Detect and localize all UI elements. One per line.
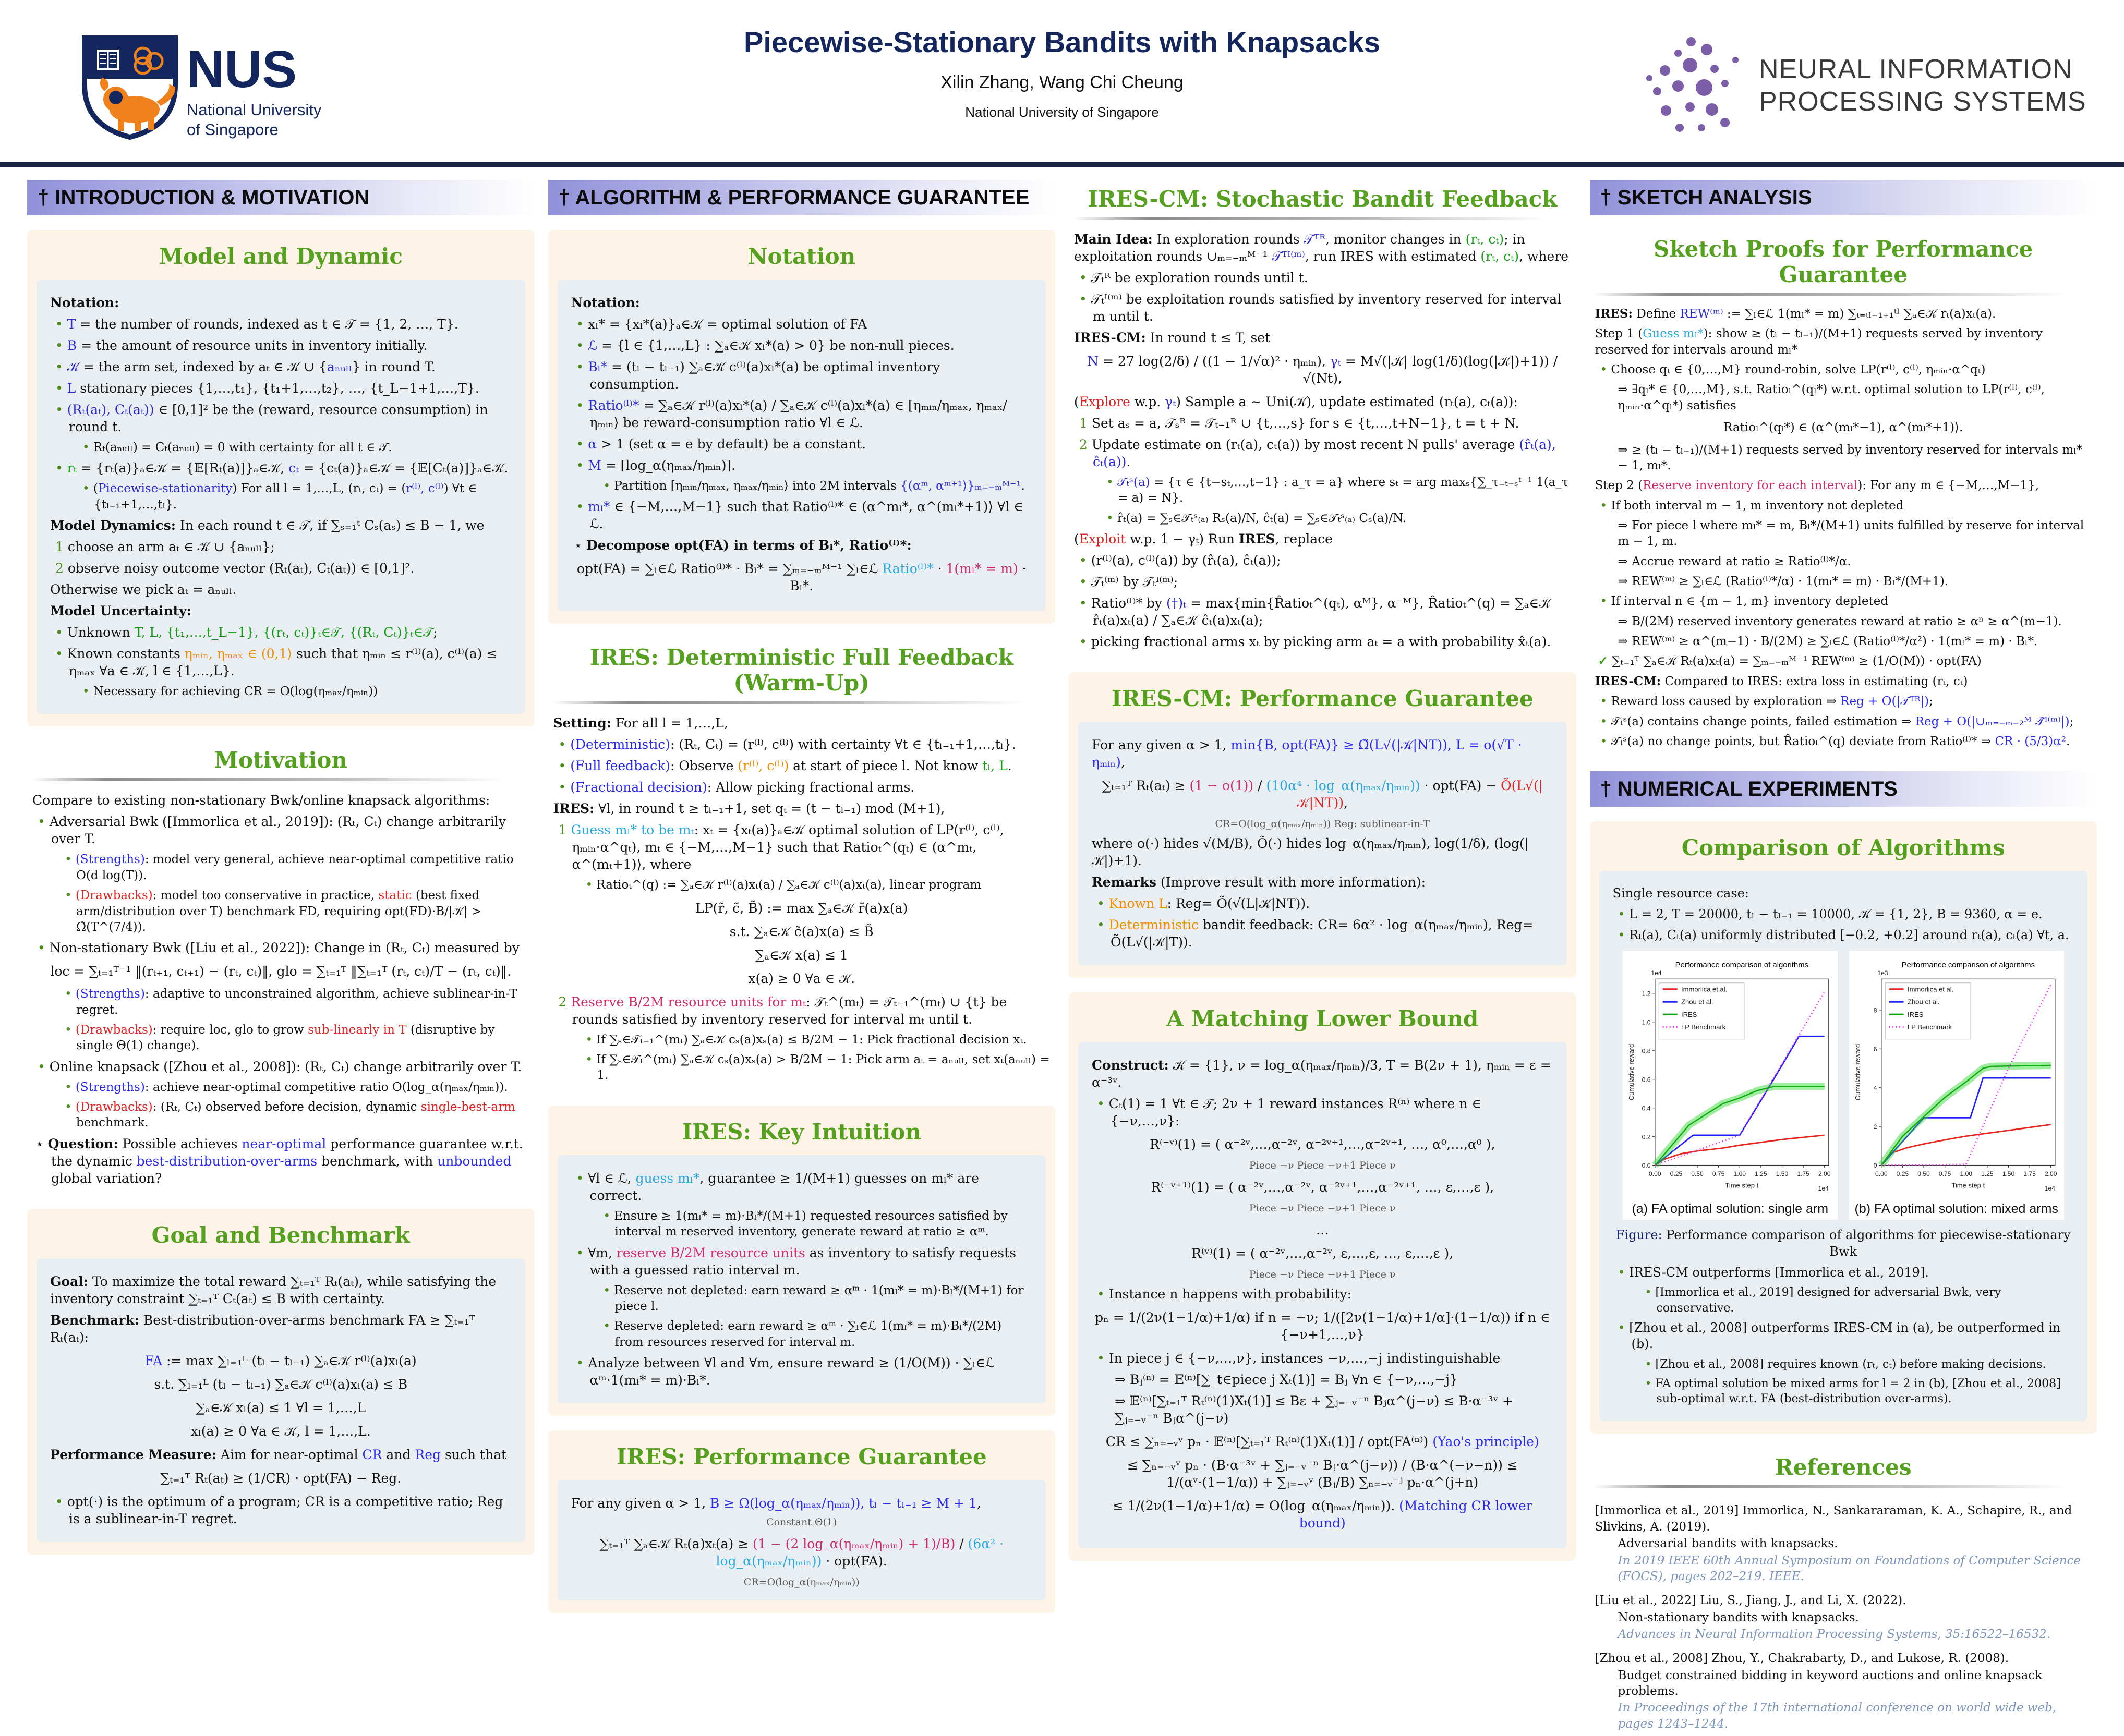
text-line: • Non-stationary Bwk ([Liu et al., 2022]): Change in (Rₜ, Cₜ) measured by bbox=[38, 940, 520, 956]
svg-text:0.25: 0.25 bbox=[1670, 1170, 1682, 1178]
text-line: • 𝒯ₜᴵ⁽ᵐ⁾ be exploitation rounds satisfied by inventory reserved for interval m until t. bbox=[1079, 292, 1562, 324]
text-line: R⁽ᵛ⁾(1) = ( α⁻²ᵛ,…,α⁻²ᵛ, ε,…,ε, …, ε,…,ε ), bbox=[1191, 1246, 1454, 1261]
svg-text:IRES: IRES bbox=[1681, 1011, 1697, 1019]
svg-text:Time step t: Time step t bbox=[1725, 1181, 1759, 1189]
svg-text:1.00: 1.00 bbox=[1733, 1170, 1746, 1178]
text-line: In Proceedings of the 17th international conference on world wide web, pages 1243–1244. bbox=[1618, 1701, 2057, 1731]
lower-bound-content bbox=[1078, 1042, 1567, 1548]
svg-text:0.00: 0.00 bbox=[1648, 1170, 1661, 1178]
banner-introduction bbox=[27, 180, 535, 215]
text-line: • Necessary for achieving CR = O(log(ηₘₐₓ/ηₘᵢₙ)) bbox=[82, 685, 378, 699]
svg-text:IRES: IRES bbox=[1907, 1011, 1924, 1019]
banner-label: † SKETCH ANALYSIS bbox=[1600, 186, 1812, 209]
text-line: • Instance n happens with probability: bbox=[1097, 1286, 1352, 1302]
text-line: • (Drawbacks): model too conservative in practice, static (best fixed arm/distribution over T) benchmark FD, requiring opt(FD)·B/|𝒦| > Ω̃(T^(7/4)). bbox=[65, 889, 482, 934]
neurips-dots-icon bbox=[1628, 21, 2086, 151]
svg-text:2.00: 2.00 bbox=[2044, 1170, 2057, 1178]
text-line: ⇒ For piece l where mₗ* = m, Bₗ*/(M+1) units fulfilled by reserve for interval m − 1, m. bbox=[1618, 518, 2084, 549]
comparison-findings bbox=[1613, 1265, 2074, 1407]
svg-text:Cumulative reward: Cumulative reward bbox=[1627, 1043, 1635, 1101]
text-line: Performance Measure: Aim for near-optimal CR and Reg such that bbox=[50, 1447, 507, 1462]
text-line: (Exploit w.p. 1 − γₜ) Run IRES, replace bbox=[1074, 531, 1333, 547]
text-line: • Ensure ≥ 1(mₗ* = m)·Bₗ*/(M+1) requested resources satisfied by interval m reserved inventory, generate reward at ratio ≥ αᵐ. bbox=[603, 1209, 1008, 1239]
text-line: • L stationary pieces {1,…,t₁}, {t₁+1,…,t₂}, …, {t_L−1+1,…,T}. bbox=[55, 381, 479, 396]
text-line: ⇒ Bⱼ⁽ⁿ⁾ = 𝔼⁽ⁿ⁾[∑_t∈piece j Xₜ(1)] = Bⱼ ∀n ∈ {−ν,…,−j} bbox=[1115, 1372, 1458, 1388]
svg-text:Zhou et al.: Zhou et al. bbox=[1907, 998, 1940, 1006]
text-line: • Unknown T, L, {t₁,…,t_L−1}, {(rₜ, cₜ)}ₜ∈𝒯, {(Rₜ, Cₜ)}ₜ∈𝒯; bbox=[55, 625, 438, 640]
text-line: • Known L: Reg= Õ(√(L|𝒦|NT)). bbox=[1097, 896, 1310, 912]
text-line: • B = the amount of resource units in inventory initially. bbox=[55, 338, 428, 353]
chart-mixed-arms bbox=[1852, 954, 2061, 1196]
svg-text:1.25: 1.25 bbox=[1754, 1170, 1767, 1178]
text-line: x(a) ≥ 0 ∀a ∈ 𝒦. bbox=[748, 970, 855, 986]
text-line: • Ratioₜ^(q) := ∑ₐ∈𝒦 r⁽ˡ⁾(a)xₜ(a) / ∑ₐ∈𝒦 c⁽ˡ⁾(a)xₜ(a), linear program bbox=[585, 878, 982, 892]
text-line: Construct: 𝒦 = {1}, ν = log_α(ηₘₐₓ/ηₘᵢₙ)/3, T = B(2ν + 1), ηₘᵢₙ = ε = α⁻³ᵛ. bbox=[1092, 1058, 1551, 1090]
svg-text:0.2: 0.2 bbox=[1642, 1133, 1651, 1141]
text-line: LP(r̃, c̃, B̃) := max ∑ₐ∈𝒦 r̃(a)x(a) bbox=[695, 900, 908, 916]
neurips-line1: NEURAL INFORMATION bbox=[1759, 54, 2073, 84]
text-line: opt(FA) = ∑ₗ∈ℒ Ratio⁽ˡ⁾* · Bₗ* = ∑ₘ₌₋ₘᴹ⁻¹ ∑ₗ∈ℒ Ratio⁽ˡ⁾* · 1(mₗ* = m) · Bₗ*. bbox=[576, 561, 1027, 594]
text-line: • α > 1 (set α = e by default) be a constant. bbox=[576, 436, 866, 452]
text-line: For any given α > 1, B ≥ Ω(log_α(ηₘₐₓ/ηₘᵢₙ)), tₗ − tₗ₋₁ ≥ M + 1, bbox=[571, 1495, 981, 1511]
text-line: ∑ₜ₌₁ᵀ Rₜ(aₜ) ≥ (1 − o(1)) / (10α⁴ · log_α(ηₘₐₓ/ηₘᵢₙ)) · opt(FA) − Õ(L√(|𝒦|NT)), bbox=[1102, 778, 1543, 811]
text-line: • (r⁽ˡ⁾(a), c⁽ˡ⁾(a)) by (r̂ₜ(a), ĉₜ(a)); bbox=[1079, 553, 1281, 568]
text-line: Benchmark: Best-distribution-over-arms benchmark FA ≥ ∑ₜ₌₁ᵀ Rₜ(aₜ): bbox=[50, 1312, 475, 1345]
text-line: IRES-CM: Compared to IRES: extra loss in estimating (rₜ, cₜ) bbox=[1595, 674, 1968, 688]
nus-line2: of Singapore bbox=[187, 120, 279, 139]
text-line: Notation: bbox=[571, 295, 640, 310]
svg-text:Cumulative reward: Cumulative reward bbox=[1853, 1043, 1862, 1101]
nus-line1: National University bbox=[187, 101, 322, 119]
ires-intuition-content bbox=[558, 1155, 1046, 1403]
text-line: • (Strengths): achieve near-optimal competitive ratio O(log_α(ηₘₐₓ/ηₘᵢₙ)). bbox=[65, 1080, 508, 1094]
text-line: • L = 2, T = 20000, tₗ − tₗ₋₁ = 10000, 𝒦 = {1, 2}, B = 9360, α = e. bbox=[1618, 906, 2043, 921]
text-line: • 𝒯ₜˢ(a) contains change points, failed estimation ⇒ Reg + O(|∪ₘ₌₋ₘ₋₂ᴹ 𝒯̂ᴵ⁽ᵐ⁾|); bbox=[1600, 714, 2074, 729]
ires-cm-content bbox=[1073, 223, 1572, 658]
text-line: ✓ ∑ₜ₌₁ᵀ ∑ₐ∈𝒦 Rₜ(a)xₜ(a) = ∑ₘ₌₋ₘᴹ⁻¹ REW⁽ᵐ⁾ ≥ (1/O(M)) · opt(FA) bbox=[1598, 654, 1982, 669]
ires-cm-section bbox=[1069, 180, 1576, 658]
svg-text:0.25: 0.25 bbox=[1896, 1170, 1909, 1178]
caption-a: (a) FA optimal solution: single arm bbox=[1632, 1201, 1829, 1217]
text-line: ≤ 1/(2ν(1−1/α)+1/α) = O(log_α(ηₘₐₓ/ηₘᵢₙ)). (Matching CR lower bound) bbox=[1112, 1498, 1532, 1531]
figure-caption bbox=[1613, 1227, 2074, 1260]
text-line: • [Immorlica et al., 2019] designed for adversarial Bwk, very conservative. bbox=[1645, 1286, 2001, 1315]
text-line: Piece −ν Piece −ν+1 Piece ν bbox=[1249, 1269, 1396, 1281]
text-line: Setting: For all l = 1,…,L, bbox=[553, 715, 728, 731]
text-line: • r̂ₜ(a) = ∑ₛ∈𝒯ₜˢ₍ₐ₎ Rₛ(a)/N, ĉₜ(a) = ∑ₛ∈𝒯ₜˢ₍ₐ₎ Cₛ(a)/N. bbox=[1106, 511, 1407, 525]
text-line: N = 27 log(2/δ) / ((1 − 1/√α)² · ηₘᵢₙ), γₜ = M√(|𝒦| log(1/δ)(log(|𝒦|)+1)) / √(Nt), bbox=[1087, 354, 1558, 386]
text-line: • Reserve not depleted: earn reward ≥ αᵐ · 1(mₗ* = m)·Bₗ*/(M+1) for piece l. bbox=[603, 1283, 1024, 1313]
text-line: • mₗ* ∈ {−M,…,M−1} such that Ratio⁽ˡ⁾* ∈ (α^mₗ*, α^(mₗ*+1)⟩ ∀l ∈ ℒ. bbox=[576, 499, 1023, 532]
model-title: Model and Dynamic bbox=[159, 244, 403, 269]
svg-text:1.0: 1.0 bbox=[1642, 1018, 1651, 1026]
text-line: ⇒ REW⁽ᵐ⁾ ≥ ∑ₗ∈ℒ (Ratio⁽ˡ⁾*/α) · 1(mₗ* = m) · Bₗ*/(M+1). bbox=[1618, 575, 1949, 589]
notation-box bbox=[548, 230, 1056, 624]
text-line: Goal: To maximize the total reward ∑ₜ₌₁ᵀ Rₜ(aₜ), while satisfying the inventory constraint ∑ₜ₌₁ᵀ Cₜ(aₜ) ≤ B with certainty. bbox=[50, 1273, 497, 1306]
text-line: For any given α > 1, min{B, opt(FA)} ≥ Ω̃(L√(|𝒦|NT)), L = o(√T · ηₘᵢₙ), bbox=[1092, 737, 1522, 770]
text-line: IRES: Define REW⁽ᵐ⁾ := ∑ₗ∈ℒ 1(mₗ* = m) ∑ₜ₌ₜₗ₋₁₊₁ᵗˡ ∑ₐ∈𝒦 rₜ(a)xₜ(a). bbox=[1595, 307, 1996, 321]
svg-text:1e4: 1e4 bbox=[1651, 969, 1662, 977]
svg-text:Zhou et al.: Zhou et al. bbox=[1681, 998, 1713, 1006]
svg-text:Performance comparison of algo: Performance comparison of algorithms bbox=[1901, 961, 2035, 970]
text-line: 1 Guess mₗ* to be mₜ: xₜ = {xₜ(a)}ₐ∈𝒦 optimal solution of LP(r⁽ˡ⁾, c⁽ˡ⁾, ηₘᵢₙ·α^qₜ), mₜ ∈ {−M,…,M−1} such that Ratioₜ^(qₜ) ∈ (α^mₜ, α^(mₜ+1)⟩, where bbox=[558, 822, 1004, 872]
ires-intuition-title: IRES: Key Intuition bbox=[682, 1119, 921, 1145]
ires-cm-title: IRES-CM: Stochastic Bandit Feedback bbox=[1073, 186, 1572, 220]
references-title: References bbox=[1594, 1454, 2093, 1488]
sketch-proofs-section bbox=[1590, 230, 2097, 757]
svg-text:0.00: 0.00 bbox=[1875, 1170, 1888, 1178]
lower-bound-title: A Matching Lower Bound bbox=[1166, 1006, 1479, 1032]
svg-text:0.75: 0.75 bbox=[1938, 1170, 1951, 1178]
text-line: loc = ∑ₜ₌₁ᵀ⁻¹ ‖(rₜ₊₁, cₜ₊₁) − (rₜ, cₜ)‖, glo = ∑ₜ₌₁ᵀ ‖∑ₜ₌₁ᵀ (rₜ, cₜ)/T − (rₜ, cₜ)‖. bbox=[50, 964, 512, 979]
text-line: ≤ ∑ₙ₌₋ᵥᵛ pₙ · (B·α⁻³ᵛ + ∑ⱼ₌₋ᵥ⁻ⁿ Bⱼ·α^(j−ν)) / (B·α^(−ν−n)) ≤ 1/(αᵛ·(1−1/α)) + ∑ⱼ₌₋ᵥᵛ (Bⱼ/B) ∑ₙ₌₋ᵥ⁻ʲ pₙ·α^(j+n) bbox=[1127, 1458, 1518, 1490]
svg-text:0.0: 0.0 bbox=[1642, 1162, 1651, 1170]
banner-algorithm bbox=[548, 180, 1056, 215]
comparison-content bbox=[1599, 871, 2088, 1421]
text-line: • 𝒦 = the arm set, indexed by aₜ ∈ 𝒦 ∪ {aₙᵤₗₗ} in round T. bbox=[55, 359, 436, 374]
svg-text:1e4: 1e4 bbox=[1818, 1185, 1829, 1193]
text-line: 2 Update estimate on (rₜ(a), cₜ(a)) by most recent N pulls' average (r̂ₜ(a), ĉₜ(a)). bbox=[1079, 437, 1556, 469]
svg-text:Time step t: Time step t bbox=[1951, 1181, 1985, 1189]
text-line: • If ∑ₛ∈𝒯ₜ₋₁^(mₜ) ∑ₐ∈𝒦 cₛ(a)xₛ(a) ≤ B/2M − 1: Pick fractional decision xₜ. bbox=[585, 1033, 1027, 1047]
affiliation: National University of Singapore bbox=[965, 104, 1159, 120]
text-line: Model Uncertainty: bbox=[50, 603, 191, 619]
text-line: • (Strengths): adaptive to unconstrained algorithm, achieve sublinear-in-T regret. bbox=[65, 987, 517, 1017]
text-line: FA := max ∑ₗ₌₁ᴸ (tₗ − tₗ₋₁) ∑ₐ∈𝒦 r⁽ˡ⁾(a)xₗ(a) bbox=[144, 1353, 417, 1368]
text-line: IRES-CM: In round t ≤ T, set bbox=[1074, 330, 1271, 345]
ires-warmup-title: IRES: Deterministic Full Feedback (Warm-Up) bbox=[552, 645, 1052, 704]
text-line: • (Drawbacks): (Rₜ, Cₜ) observed before decision, dynamic single-best-arm benchmark. bbox=[65, 1100, 515, 1130]
svg-text:8: 8 bbox=[1873, 1006, 1877, 1014]
text-line: Step 2 (Reserve inventory for each interval): For any m ∈ {−M,…,M−1}, bbox=[1595, 479, 2039, 493]
text-line: • ℒ = {l ∈ {1,…,L} : ∑ₐ∈𝒦 xₗ*(a) > 0} be non-null pieces. bbox=[576, 338, 955, 353]
banner-numerical-experiments bbox=[1590, 771, 2097, 807]
text-line: where o(·) hides √(M/B), Õ(·) hides log_α(ηₘₐₓ/ηₘᵢₙ), log(1/δ), (log(|𝒦|)+1). bbox=[1092, 836, 1529, 869]
banner-label: † NUMERICAL EXPERIMENTS bbox=[1600, 777, 1898, 800]
text-line: ∑ₜ₌₁ᵀ Rₜ(aₜ) ≥ (1/CR) · opt(FA) − Reg. bbox=[160, 1470, 402, 1486]
text-line: Piece −ν Piece −ν+1 Piece ν bbox=[1249, 1203, 1396, 1215]
text-line: • Reserve depleted: earn reward ≥ αᵐ · ∑ₗ∈ℒ 1(mₗ* = m)·Bₗ*/(2M) from resources reserved for interval m. bbox=[603, 1319, 1002, 1349]
svg-text:LP Benchmark: LP Benchmark bbox=[1681, 1023, 1725, 1031]
text-line: Figure: Performance comparison of algorithms for piecewise-stationary Bwk bbox=[1615, 1228, 2071, 1259]
svg-text:LP Benchmark: LP Benchmark bbox=[1907, 1023, 1952, 1031]
text-line: Compare to existing non-stationary Bwk/online knapsack algorithms: bbox=[32, 793, 490, 808]
svg-text:6: 6 bbox=[1873, 1046, 1877, 1053]
text-line: • [Zhou et al., 2008] outperforms IRES-CM in (a), be outperformed in (b). bbox=[1618, 1320, 2061, 1352]
text-line: [Zhou et al., 2008] Zhou, Y., Chakrabarty, D., and Lukose, R. (2008). bbox=[1595, 1652, 2009, 1666]
neurips-line2: PROCESSING SYSTEMS bbox=[1759, 87, 2086, 117]
svg-text:0.50: 0.50 bbox=[1691, 1170, 1704, 1178]
svg-text:1.00: 1.00 bbox=[1960, 1170, 1972, 1178]
svg-text:2.00: 2.00 bbox=[1818, 1170, 1831, 1178]
text-line: CR=O(log_α(ηₘₐₓ/ηₘᵢₙ)) Reg: sublinear-in-T bbox=[1215, 818, 1430, 830]
text-line: R⁽⁻ᵛ⁺¹⁾(1) = ( α⁻²ᵛ,…,α⁻²ᵛ, α⁻²ᵛ⁺¹,…,α⁻²ᵛ⁺¹, …, ε,…,ε ), bbox=[1151, 1180, 1494, 1195]
notation-title: Notation bbox=[747, 244, 856, 269]
authors: Xilin Zhang, Wang Chi Cheung bbox=[940, 72, 1184, 92]
text-line: • M = ⌈log_α(ηₘₐₓ/ηₘᵢₙ)⌉. bbox=[576, 458, 736, 473]
text-line: • If ∑ₛ∈𝒯ₜ^(mₜ) ∑ₐ∈𝒦 cₛ(a)xₛ(a) > B/2M − 1: Pick arm aₜ = aₙᵤₗₗ, set xₜ(aₙᵤₗₗ) = 1. bbox=[585, 1053, 1050, 1083]
text-line: • ∀m, reserve B/2M resource units as inventory to satisfy requests with a guessed ratio interval m. bbox=[576, 1245, 1017, 1278]
text-line: • (Rₜ(aₜ), Cₜ(aₜ)) ∈ [0,1]² be the (reward, resource consumption) in round t. bbox=[55, 402, 488, 434]
ires-cm-performance-box bbox=[1069, 672, 1576, 978]
banner-sketch-analysis bbox=[1590, 180, 2097, 215]
neurips-logo bbox=[1628, 21, 2086, 153]
model-and-dynamic-box bbox=[27, 230, 535, 726]
sketch-proofs-title: Sketch Proofs for Performance Guarantee bbox=[1594, 236, 2093, 296]
text-line: ⇒ ∃qₗ* ∈ {0,…,M}, s.t. Ratioₗ^(qₗ*) w.r.t. optimal solution to LP(r⁽ˡ⁾, c⁽ˡ⁾, ηₘᵢₙ·α^qₗ*) satisfies bbox=[1618, 383, 2045, 412]
ires-warmup-section bbox=[548, 638, 1056, 1090]
text-line: ⋆ Question: Possible achieves near-optimal performance guarantee w.r.t. the dynamic best-distribution-over-arms benchmark, with unbounded global variation? bbox=[35, 1136, 523, 1186]
text-line: Advances in Neural Information Processing Systems, 35:16522–16532. bbox=[1618, 1627, 2051, 1641]
text-line: • Deterministic bandit feedback: CR= 6α² · log_α(ηₘₐₓ/ηₘᵢₙ), Reg= Õ(L√(|𝒦|T)). bbox=[1097, 917, 1534, 950]
svg-text:0: 0 bbox=[1873, 1162, 1877, 1170]
text-line: Step 1 (Guess mₗ*): show ≥ (tₗ − tₗ₋₁)/(M+1) requests served by inventory reserved for intervals around mₗ* bbox=[1595, 327, 2043, 357]
text-line: • Ratio⁽ˡ⁾* by (†)ₜ = max{min{R̂atioₜ^(qₜ), αᴹ}, α⁻ᴹ}, R̂atioₜ^(q) = ∑ₐ∈𝒦 r̂ₜ(a)xₜ(a) / ∑ₐ∈𝒦 ĉₜ(a)xₜ(a); bbox=[1079, 596, 1551, 628]
text-line: [Immorlica et al., 2019] Immorlica, N., Sankararaman, K. A., Schapire, R., and Slivkins, A. (2019). bbox=[1595, 1504, 2072, 1534]
text-line: … bbox=[1316, 1222, 1329, 1238]
references-section bbox=[1590, 1448, 2097, 1736]
text-line: xₗ(a) ≥ 0 ∀a ∈ 𝒦, l = 1,…,L. bbox=[190, 1423, 371, 1439]
text-line: Model Dynamics: In each round t ∈ 𝒯, if ∑ₛ₌₁ᵗ Cₛ(aₛ) ≤ B − 1, we bbox=[50, 518, 485, 533]
text-line: • Analyze between ∀l and ∀m, ensure reward ≥ (1/O(M)) · ∑ₗ∈ℒ αᵐ·1(mₗ* = m)·Bₗ*. bbox=[576, 1355, 995, 1388]
nus-shield-icon bbox=[73, 29, 344, 149]
svg-text:1.2: 1.2 bbox=[1642, 990, 1651, 998]
text-line: • ∀l ∈ ℒ, guess mₗ*, guarantee ≥ 1/(M+1) guesses on mₗ* are correct. bbox=[576, 1170, 980, 1203]
text-line: R⁽⁻ᵛ⁾(1) = ( α⁻²ᵛ,…,α⁻²ᵛ, α⁻²ᵛ⁺¹,…,α⁻²ᵛ⁺¹, …, α⁰,…,α⁰ ), bbox=[1150, 1137, 1495, 1152]
text-line: • Partition [ηₘᵢₙ/ηₘₐₓ, ηₘₐₓ/ηₘᵢₙ⟩ into 2M intervals {(αᵐ, αᵐ⁺¹⟩}ₘ₌₋ₘᴹ⁻¹. bbox=[603, 479, 1025, 493]
text-line: Piece −ν Piece −ν+1 Piece ν bbox=[1249, 1160, 1396, 1172]
text-line: • Rₜ(aₙᵤₗₗ) = Cₜ(aₙᵤₗₗ) = 0 with certainty for all t ∈ 𝒯. bbox=[82, 441, 392, 454]
ires-warmup-content bbox=[552, 707, 1052, 1090]
text-line: • Rₜ(a), Cₜ(a) uniformly distributed [−0.2, +0.2] around rₜ(a), cₜ(a) ∀t, a. bbox=[1618, 927, 2069, 942]
text-line: • Online knapsack ([Zhou et al., 2008]): (Rₜ, Cₜ) change arbitrarily over T. bbox=[38, 1059, 522, 1074]
svg-text:1.75: 1.75 bbox=[1797, 1170, 1809, 1178]
text-line: pₙ = 1/(2ν(1−1/α)+1/α) if n = −ν; 1/([2ν(1−1/α)+1/α]·(1−1/α)) if n ∈ {−ν+1,…,ν} bbox=[1095, 1310, 1550, 1343]
chart-single-arm bbox=[1626, 954, 1835, 1196]
text-line: CR=O(log_α(ηₘₐₓ/ηₘᵢₙ)) bbox=[743, 1576, 860, 1588]
ires-performance-title: IRES: Performance Guarantee bbox=[616, 1443, 987, 1470]
text-line: • 𝒯ₜˢ(a) = {τ ∈ {t−sₜ,…,t−1} : a_τ = a} where sₜ = arg maxₛ{∑_τ₌ₜ₋ₛᵗ⁻¹ 1(a_τ = a) = N}. bbox=[1106, 476, 1568, 505]
text-line: • opt(·) is the optimum of a program; CR is a competitive ratio; Reg is a sublinear-in-T regret. bbox=[55, 1494, 503, 1526]
text-line: • (Piecewise-stationarity) For all l = 1,…,L, (rₜ, cₜ) = (r⁽ˡ⁾, c⁽ˡ⁾) ∀t ∈ {tₗ₋₁+1,…,tₗ}. bbox=[82, 482, 477, 512]
svg-text:0.8: 0.8 bbox=[1642, 1047, 1651, 1055]
text-line: • Cₜ(1) = 1 ∀t ∈ 𝒯; 2ν + 1 reward instances R⁽ⁿ⁾ where n ∈ {−ν,…,ν}: bbox=[1097, 1096, 1481, 1129]
text-line: (Explore w.p. γₜ) Sample a ∼ Uni(𝒦), update estimated (rₜ(a), cₜ(a)): bbox=[1074, 394, 1518, 409]
svg-text:1.50: 1.50 bbox=[1776, 1170, 1788, 1178]
text-line: • xₗ* = {xₗ*(a)}ₐ∈𝒦 = optimal solution of FA bbox=[576, 317, 867, 332]
comparison-title: Comparison of Algorithms bbox=[1681, 835, 2005, 861]
text-line: ⇒ Accrue reward at ratio ≥ Ratio⁽ˡ⁾*/α. bbox=[1618, 554, 1851, 568]
comparison-box bbox=[1590, 821, 2097, 1434]
text-line: s.t. ∑ₐ∈𝒦 c̃(a)x(a) ≤ B̃ bbox=[729, 924, 874, 939]
notation-content bbox=[558, 280, 1046, 611]
text-line: • 𝒯ₜˢ(a) no change points, but R̂atioₜ^(q) deviate from Ratio⁽ˡ⁾* ⇒ CR · (5/3)α². bbox=[1600, 734, 2070, 748]
figure-a bbox=[1623, 951, 1838, 1220]
text-line: • IRES-CM outperforms [Immorlica et al., 2019]. bbox=[1618, 1265, 1929, 1280]
text-line: 1 choose an arm aₜ ∈ 𝒦 ∪ {aₙᵤₗₗ}; bbox=[55, 539, 275, 555]
text-line: ∑ₐ∈𝒦 x(a) ≤ 1 bbox=[755, 947, 848, 963]
text-line: 2 Reserve B/2M resource units for mₜ: 𝒯ₜ^(mₜ) = 𝒯ₜ₋₁^(mₜ) ∪ {t} be rounds satisfied by inventory reserved for interval mₜ until t. bbox=[558, 994, 1007, 1027]
text-line: 1 Set aₛ = a, 𝒯ₛᴿ = 𝒯ₜ₋₁ᴿ ∪ {t,…,s} for s ∈ {t,…,t+N−1}, t = t + N. bbox=[1079, 416, 1519, 431]
banner-label: † ALGORITHM & PERFORMANCE GUARANTEE bbox=[558, 186, 1030, 209]
text-line: Ratioₗ^(qₗ*) ∈ (α^(mₗ*−1), α^(mₗ*+1)⟩. bbox=[1723, 421, 1963, 435]
text-line: s.t. ∑ₗ₌₁ᴸ (tₗ − tₗ₋₁) ∑ₐ∈𝒦 c⁽ˡ⁾(a)xₗ(a) ≤ B bbox=[154, 1376, 408, 1392]
text-line: ⇒ ≥ (tₗ − tₗ₋₁)/(M+1) requests served by inventory reserved for intervals mₗ* − 1, mₗ*. bbox=[1618, 443, 2083, 472]
lower-bound-box bbox=[1069, 992, 1576, 1561]
text-line: Adversarial bandits with knapsacks. bbox=[1618, 1537, 1838, 1551]
comparison-setup bbox=[1613, 885, 2074, 943]
text-line: • rₜ = {rₜ(a)}ₐ∈𝒦 = {𝔼[Rₜ(a)]}ₐ∈𝒦, cₜ = {cₜ(a)}ₐ∈𝒦 = {𝔼[Cₜ(a)]}ₐ∈𝒦. bbox=[55, 460, 509, 476]
text-line: • (Full feedback): Observe (r⁽ˡ⁾, c⁽ˡ⁾) at start of piece l. Not know tₗ, L. bbox=[558, 758, 1012, 774]
ires-key-intuition-box bbox=[548, 1106, 1056, 1416]
nus-abbr: NUS bbox=[187, 40, 297, 99]
svg-text:Immorlica et al.: Immorlica et al. bbox=[1681, 985, 1728, 993]
caption-b: (b) FA optimal solution: mixed arms bbox=[1854, 1201, 2058, 1217]
text-line: In 2019 IEEE 60th Annual Symposium on Foundations of Computer Science (FOCS), pages 202–219. IEEE. bbox=[1618, 1553, 2081, 1583]
svg-text:1.75: 1.75 bbox=[2023, 1170, 2036, 1178]
poster-header bbox=[0, 0, 2124, 162]
banner-label: † INTRODUCTION & MOTIVATION bbox=[38, 186, 370, 209]
motivation-section bbox=[27, 741, 535, 1194]
model-content bbox=[37, 280, 525, 714]
poster-columns bbox=[27, 180, 2097, 1731]
column-algorithm bbox=[548, 180, 1056, 1588]
text-line: 2 observe noisy outcome vector (Rₜ(aₜ), Cₜ(aₜ)) ∈ [0,1]². bbox=[55, 561, 415, 576]
motivation-content bbox=[31, 784, 530, 1194]
svg-text:1e4: 1e4 bbox=[2044, 1185, 2055, 1193]
svg-text:0.50: 0.50 bbox=[1917, 1170, 1930, 1178]
text-line: ⇒ REW⁽ᵐ⁾ ≥ α^(m−1) · B/(2M) ≥ ∑ₗ∈ℒ (Ratio⁽ˡ⁾*/α²) · 1(mₗ* = m) · Bₗ*. bbox=[1618, 635, 2038, 649]
text-line: Single resource case: bbox=[1612, 886, 1749, 901]
charts-row bbox=[1613, 951, 2074, 1220]
svg-text:0.75: 0.75 bbox=[1712, 1170, 1725, 1178]
figure-b bbox=[1849, 951, 2064, 1220]
text-line: ⇒ 𝔼⁽ⁿ⁾[∑ₜ₌₁ᵀ Rₜ⁽ⁿ⁾(1)Xₜ(1)] ≤ Bε + ∑ⱼ₌₋ᵥ⁻ⁿ Bⱼα^(j−ν) ≤ B·α⁻³ᵛ + ∑ⱼ₌₋ᵥ⁻ⁿ Bⱼα^(j−ν) bbox=[1115, 1393, 1513, 1426]
text-line: Main Idea: In exploration rounds 𝒯ᵀᴿ, monitor changes in (rₜ, cₜ); in exploitation rounds ∪ₘ₌₋ₘᴹ⁻¹ 𝒯ᵀᴵ⁽ᵐ⁾, run IRES with estimated (rₜ, cₜ), where bbox=[1074, 232, 1568, 264]
text-line: Constant Θ(1) bbox=[766, 1516, 837, 1528]
text-line: • picking fractional arms xₜ by picking arm aₜ = a with probability x̂ₜ(a). bbox=[1079, 634, 1551, 650]
ires-performance-content bbox=[558, 1480, 1046, 1600]
svg-text:0.6: 0.6 bbox=[1642, 1076, 1651, 1084]
text-line: IRES: ∀l, in round t ≥ tₗ₋₁+1, set qₜ = (t − tₗ₋₁) mod (M+1), bbox=[553, 801, 945, 817]
svg-text:1e3: 1e3 bbox=[1877, 969, 1888, 977]
motivation-title: Motivation bbox=[31, 747, 530, 781]
column-introduction bbox=[27, 180, 535, 1526]
text-line: • In piece j ∈ {−ν,…,ν}, instances −ν,…,−j indistinguishable bbox=[1097, 1351, 1501, 1366]
text-line: • 𝒯ₜ⁽ᵐ⁾ by 𝒯ₜᴵ⁽ᵐ⁾; bbox=[1079, 574, 1178, 590]
text-line: • If interval n ∈ {m − 1, m} inventory depleted bbox=[1600, 594, 1889, 609]
column-analysis-experiments bbox=[1590, 180, 2097, 1731]
header-divider bbox=[0, 162, 2124, 167]
svg-text:1.50: 1.50 bbox=[2002, 1170, 2014, 1178]
text-line: Non-stationary bandits with knapsacks. bbox=[1618, 1610, 1859, 1624]
text-line: ∑ₐ∈𝒦 xₗ(a) ≤ 1 ∀l = 1,…,L bbox=[196, 1400, 366, 1415]
nus-logo bbox=[73, 29, 344, 151]
text-line: Budget constrained bidding in keyword auctions and online knapsack problems. bbox=[1618, 1668, 2043, 1698]
text-line: • 𝒯ₜᴿ be exploration rounds until t. bbox=[1079, 270, 1308, 285]
text-line: ⋆ Decompose opt(FA) in terms of Bₗ*, Ratio⁽ˡ⁾*: bbox=[574, 538, 912, 553]
svg-text:2: 2 bbox=[1873, 1123, 1877, 1131]
references-content bbox=[1594, 1491, 2093, 1736]
text-line: • Ratio⁽ˡ⁾* = ∑ₐ∈𝒦 r⁽ˡ⁾(a)xₗ*(a) / ∑ₐ∈𝒦 c⁽ˡ⁾(a)xₗ*(a) ∈ [ηₘᵢₙ/ηₘₐₓ, ηₘₐₓ/ηₘᵢₙ⟩ be reward-consumption ratio ∀l ∈ ℒ. bbox=[576, 398, 1007, 430]
goal-title: Goal and Benchmark bbox=[151, 1222, 410, 1248]
text-line: • Known constants ηₘᵢₙ, ηₘₐₓ ∈ (0,1⟩ such that ηₘᵢₙ ≤ r⁽ˡ⁾(a), c⁽ˡ⁾(a) ≤ ηₘₐₓ ∀a ∈ 𝒦, l ∈ {1,…,L}. bbox=[55, 646, 498, 679]
text-line: ⇒ B/(2M) reserved inventory generates reward at ratio ≥ αⁿ ≥ α^(m−1). bbox=[1618, 614, 2062, 628]
svg-text:0.4: 0.4 bbox=[1642, 1104, 1651, 1112]
goal-benchmark-box bbox=[27, 1209, 535, 1555]
text-line: CR ≤ ∑ₙ₌₋ᵥᵛ pₙ · 𝔼⁽ⁿ⁾[∑ₜ₌₁ᵀ Rₜ⁽ⁿ⁾(1)Xₜ(1)] / opt(FA⁽ⁿ⁾) (Yao's principle) bbox=[1105, 1434, 1539, 1450]
text-line: • (Deterministic): (Rₜ, Cₜ) = (r⁽ˡ⁾, c⁽ˡ⁾) with certainty ∀t ∈ {tₗ₋₁+1,…,tₗ}. bbox=[558, 737, 1016, 752]
ires-performance-box bbox=[548, 1430, 1056, 1613]
column-ires-cm bbox=[1069, 180, 1576, 1531]
svg-text:Immorlica et al.: Immorlica et al. bbox=[1907, 985, 1954, 993]
text-line: [Liu et al., 2022] Liu, S., Jiang, J., and Li, X. (2022). bbox=[1595, 1594, 1906, 1608]
text-line: • Reward loss caused by exploration ⇒ Reg + O(|𝒯ᵀᴿ|); bbox=[1600, 695, 1933, 709]
text-line: • T = the number of rounds, indexed as t ∈ 𝒯 = {1, 2, …, T}. bbox=[55, 317, 458, 332]
text-line: Notation: bbox=[50, 295, 119, 310]
text-line: • Adversarial Bwk ([Immorlica et al., 2019]): (Rₜ, Cₜ) change arbitrarily over T. bbox=[38, 814, 506, 847]
svg-text:4: 4 bbox=[1873, 1084, 1877, 1092]
text-line: ∑ₜ₌₁ᵀ ∑ₐ∈𝒦 Rₜ(a)xₜ(a) ≥ (1 − (2 log_α(ηₘₐₓ/ηₘᵢₙ) + 1)/B) / (6α² · log_α(ηₘₐₓ/ηₘᵢₙ)) · opt(FA). bbox=[599, 1536, 1004, 1569]
text-line: • FA optimal solution be mixed arms for l = 2 in (b), [Zhou et al., 2008] sub-optimal w.r.t. FA (best-distribution over-arms). bbox=[1645, 1377, 2061, 1406]
title-block bbox=[566, 25, 1558, 120]
ires-cm-performance-content bbox=[1078, 722, 1567, 965]
text-line: Remarks (Improve result with more information): bbox=[1092, 875, 1426, 890]
text-line: • Bₗ* = (tₗ − tₗ₋₁) ∑ₐ∈𝒦 c⁽ˡ⁾(a)xₗ*(a) be optimal inventory consumption. bbox=[576, 359, 940, 392]
page-title: Piecewise-Stationary Bandits with Knapsacks bbox=[744, 26, 1380, 58]
text-line: • [Zhou et al., 2008] requires known (rₜ, cₜ) before making decisions. bbox=[1645, 1358, 2046, 1371]
text-line: • (Fractional decision): Allow picking fractional arms. bbox=[558, 780, 915, 795]
text-line: • If both interval m − 1, m inventory not depleted bbox=[1600, 499, 1904, 513]
svg-text:Performance comparison of algo: Performance comparison of algorithms bbox=[1675, 961, 1808, 970]
text-line: Otherwise we pick aₜ = aₙᵤₗₗ. bbox=[50, 582, 237, 598]
goal-content bbox=[37, 1258, 525, 1542]
ires-cm-performance-title: IRES-CM: Performance Guarantee bbox=[1111, 686, 1534, 712]
svg-text:1.25: 1.25 bbox=[1981, 1170, 1994, 1178]
text-line: • (Drawbacks): require loc, glo to grow sub-linearly in T (disruptive by single Θ(1) change). bbox=[65, 1023, 495, 1053]
text-line: • Choose qₜ ∈ {0,…,M} round-robin, solve LP(r⁽ˡ⁾, c⁽ˡ⁾, ηₘᵢₙ·α^qₜ) bbox=[1600, 363, 1986, 377]
text-line: • (Strengths): model very general, achieve near-optimal competitive ratio O(d log(T)). bbox=[65, 853, 514, 882]
sketch-proofs-content bbox=[1594, 299, 2093, 757]
